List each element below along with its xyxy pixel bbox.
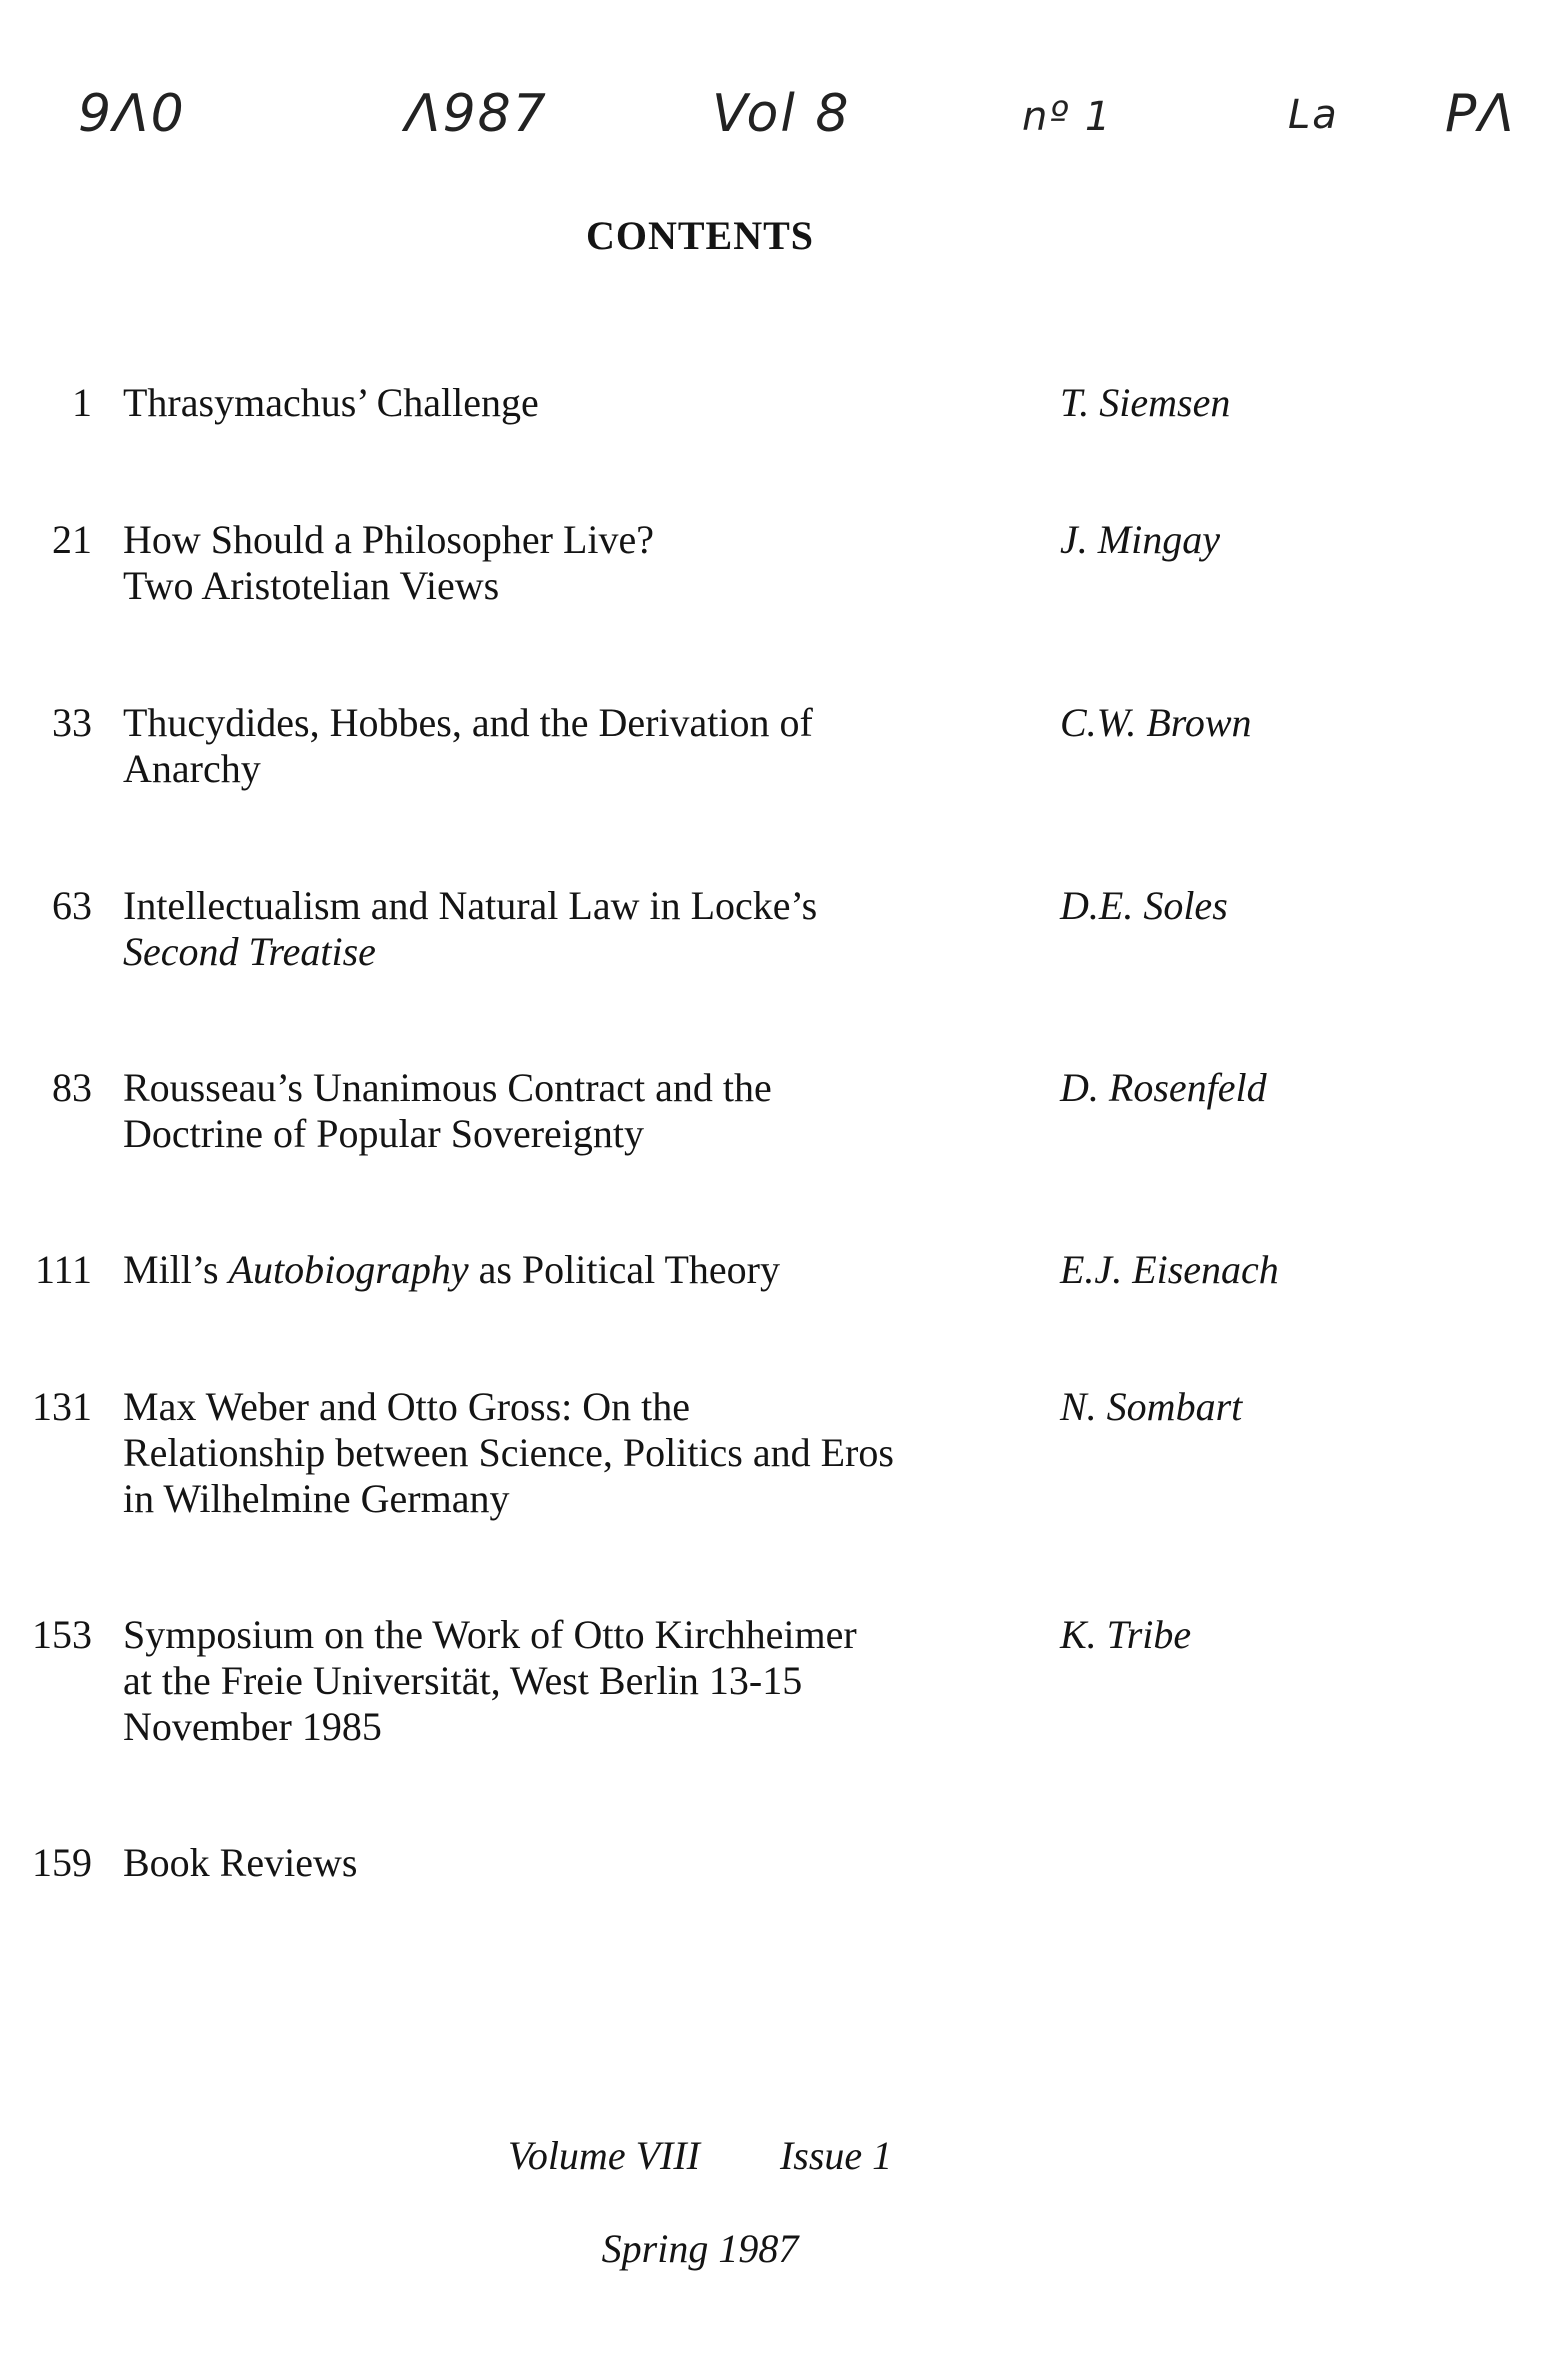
- title-line: November 1985: [123, 1704, 382, 1749]
- handwritten-annotation: [0, 84, 1560, 154]
- season-label: Spring 1987: [601, 2226, 799, 2271]
- title-line: Thucydides, Hobbes, and the Derivation of: [123, 700, 813, 745]
- article-title: [123, 517, 1003, 609]
- title-line: Doctrine of Popular Sovereignty: [123, 1111, 644, 1156]
- page-number: 63: [52, 883, 92, 928]
- page-number: 159: [32, 1840, 92, 1885]
- title-line: Second Treatise: [123, 929, 376, 974]
- volume-issue: [0, 2132, 1400, 2179]
- page-number: 83: [52, 1065, 92, 1110]
- author: D. Rosenfeld: [1060, 1065, 1267, 1110]
- title-line: Intellectualism and Natural Law in Locke’s: [123, 883, 818, 928]
- title-line: Symposium on the Work of Otto Kirchheimer: [123, 1612, 857, 1657]
- title-line: Thrasymachus’ Challenge: [123, 380, 539, 425]
- title-line: at the Freie Universität, West Berlin 13-15: [123, 1658, 803, 1703]
- title-line: in Wilhelmine Germany: [123, 1476, 510, 1521]
- author: T. Siemsen: [1060, 380, 1231, 425]
- article-title: [123, 1065, 1003, 1157]
- title-line: How Should a Philosopher Live?: [123, 517, 655, 562]
- handwritten-note: Λ987: [405, 84, 548, 144]
- handwritten-note: La: [1288, 92, 1339, 138]
- title-text: as Political Theory: [468, 1247, 781, 1292]
- page-title: CONTENTS: [585, 213, 815, 258]
- title-line: Anarchy: [123, 746, 261, 791]
- article-title: [123, 1247, 1003, 1293]
- title-line: Two Aristotelian Views: [123, 563, 500, 608]
- author: N. Sombart: [1060, 1384, 1243, 1429]
- page-number: 131: [32, 1384, 92, 1429]
- title-line: Rousseau’s Unanimous Contract and the: [123, 1065, 772, 1110]
- title-line: [123, 1247, 1003, 1293]
- handwritten-note: Vol 8: [712, 84, 851, 144]
- article-title: [123, 1840, 1003, 1886]
- title-line: Relationship between Science, Politics and Eros: [123, 1430, 894, 1475]
- page-number: 111: [34, 1247, 92, 1292]
- article-title: [123, 883, 1003, 975]
- author: D.E. Soles: [1060, 883, 1228, 928]
- title-text-italic: Autobiography: [228, 1247, 469, 1292]
- page-number: 21: [52, 517, 92, 562]
- issue-label: Issue 1: [779, 2133, 893, 2178]
- author: J. Mingay: [1060, 517, 1220, 562]
- author: E.J. Eisenach: [1060, 1247, 1279, 1292]
- title-line: Book Reviews: [123, 1840, 358, 1885]
- author: C.W. Brown: [1060, 700, 1252, 745]
- article-title: [123, 1384, 1003, 1522]
- handwritten-note: 9Λ0: [78, 84, 186, 144]
- handwritten-note: nº 1: [1022, 94, 1113, 140]
- article-title: [123, 1612, 1003, 1750]
- title-text: Mill’s: [123, 1247, 229, 1292]
- volume-label: Volume VIII: [507, 2133, 700, 2178]
- page-number: 33: [52, 700, 92, 745]
- article-title: [123, 700, 1003, 792]
- page-number: 1: [72, 380, 92, 425]
- title-line: Max Weber and Otto Gross: On the: [123, 1384, 691, 1429]
- handwritten-note: PΛ: [1445, 84, 1516, 144]
- article-title: [123, 380, 1003, 426]
- author: K. Tribe: [1060, 1612, 1192, 1657]
- page-number: 153: [32, 1612, 92, 1657]
